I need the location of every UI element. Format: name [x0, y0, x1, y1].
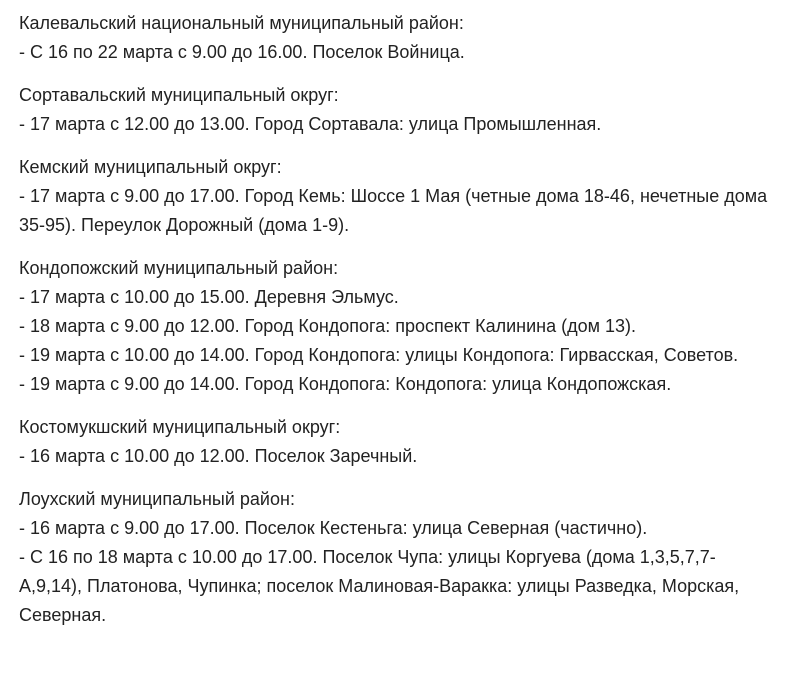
district-title: Костомукшский муниципальный округ: [19, 417, 341, 437]
district-section-loukhi [19, 485, 775, 630]
district-section-kalevala [19, 9, 775, 67]
schedule-entry: - 18 марта с 9.00 до 12.00. Город Кондопога: проспект Калинина (дом 13). [19, 316, 636, 336]
district-title: Кемский муниципальный округ: [19, 157, 282, 177]
district-section-sortavala [19, 81, 775, 139]
schedule-entry: - 19 марта с 9.00 до 14.00. Город Кондопога: Кондопога: улица Кондопожская. [19, 374, 672, 394]
schedule-entry: - С 16 по 18 марта с 10.00 до 17.00. Поселок Чупа: улицы Коргуева (дома 1,3,5,7,7-А,9,14), Платонова, Чупинка; поселок Малиновая-Варакка: улицы Разведка, Морская, Северная. [19, 547, 740, 625]
district-section-kem [19, 153, 775, 240]
district-title: Калевальский национальный муниципальный район: [19, 13, 464, 33]
schedule-entry: - С 16 по 22 марта с 9.00 до 16.00. Поселок Войница. [19, 42, 465, 62]
schedule-entry: - 19 марта с 10.00 до 14.00. Город Кондопога: улицы Кондопога: Гирвасская, Советов. [19, 345, 739, 365]
schedule-entry: - 17 марта с 9.00 до 17.00. Город Кемь: Шоссе 1 Мая (четные дома 18-46, нечетные дома 35-95). Переулок Дорожный (дома 1-9). [19, 186, 768, 235]
district-title: Сортавальский муниципальный округ: [19, 85, 339, 105]
schedule-entry: - 17 марта с 10.00 до 15.00. Деревня Эльмус. [19, 287, 399, 307]
district-title: Лоухский муниципальный район: [19, 489, 295, 509]
district-section-kondopoga [19, 254, 775, 399]
schedule-entry: - 16 марта с 9.00 до 17.00. Поселок Кестеньга: улица Северная (частично). [19, 518, 648, 538]
district-title: Кондопожский муниципальный район: [19, 258, 339, 278]
schedule-entry: - 16 марта с 10.00 до 12.00. Поселок Заречный. [19, 446, 418, 466]
schedule-entry: - 17 марта с 12.00 до 13.00. Город Сортавала: улица Промышленная. [19, 114, 602, 134]
district-section-kostomuksha [19, 413, 775, 471]
